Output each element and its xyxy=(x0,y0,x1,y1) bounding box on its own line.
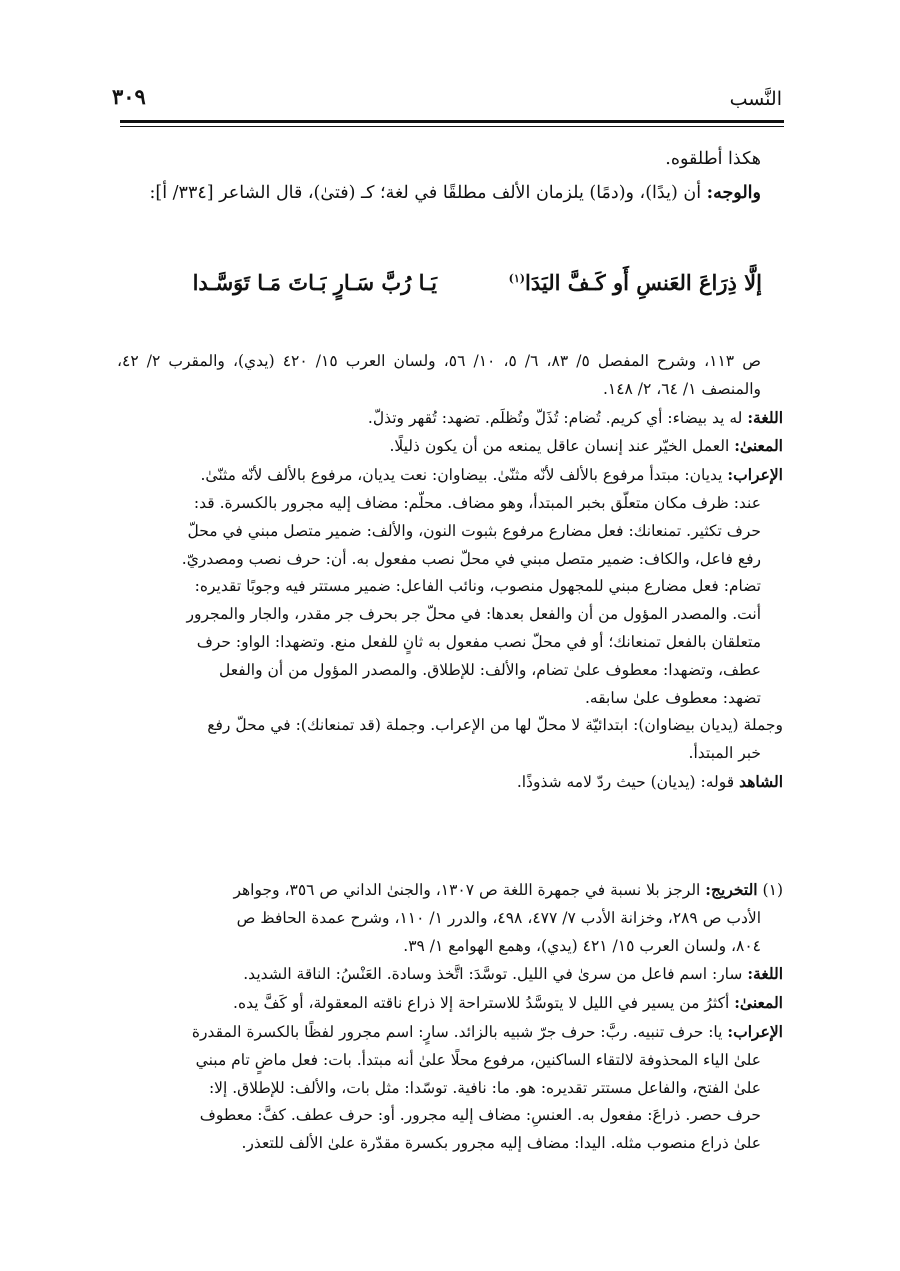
irab-line-9: تضهد: معطوف علىٰ سابقه. xyxy=(584,688,761,707)
takhrij-text-1: الرجز بلا نسبة في جمهرة اللغة ص ١٣٠٧، والجنىٰ الداني ص ٣٥٦، وجواهر xyxy=(233,881,701,899)
fn-mana-label: المعنىٰ: xyxy=(734,993,783,1013)
main-line-1: هكذا أطلقوه. xyxy=(665,149,761,169)
footnote-irab-line-5: علىٰ ذراع منصوب مثله. اليدا: مضاف إليه مجرور بكسرة مقدّرة علىٰ الألف للتعذر. xyxy=(241,1134,761,1153)
page-number: ٣٠٩ xyxy=(112,84,146,109)
lugha-text: له يد بيضاء: أي كريم. تُضام: تُذَلّ وتُظلَم. تضهد: تُقهر وتذلّ. xyxy=(367,408,743,427)
footnote-irab-line-4: حرف حصر. ذراعَ: مفعول به. العنسِ: مضاف إليه مجرور. أو: حرف عطف. كفَّ: معطوف xyxy=(199,1106,761,1125)
footnote-1 xyxy=(117,876,783,1158)
irab-line-3: حرف تكثير. تمنعانك: فعل مضارع مرفوع بثبوت النون، والألف: ضمير متصل مبني في محلّ xyxy=(187,521,761,540)
shahid-label: الشاهد xyxy=(739,771,783,791)
irab-label: الإعراب: xyxy=(727,465,783,485)
footnote-irab-line-2: علىٰ الياء المحذوفة لالتقاء الساكنين، مرفوع محلًا علىٰ أنه مبتدأ. بات: فعل ماضٍ تام مبني xyxy=(195,1050,761,1069)
verse-first-hemistich: يَـا رُبَّ سَـارٍ بَـاتَ مَـا تَوَسَّـدا xyxy=(192,270,437,295)
footnote-lugha-line xyxy=(117,960,783,989)
shahid-line xyxy=(117,768,783,797)
main-paragraph-2 xyxy=(117,176,783,210)
fn-mana-text: أكثرُ من يسير في الليل لا يتوسَّدُ للاستراحة إلا ذراع ناقته المعقولة، أو كَفَّ يده. xyxy=(233,994,730,1013)
irab-line-6: أنت. والمصدر المؤول من أن والفعل بعدها: في محلّ جر بحرف جر مقدر، والجار والمجرور xyxy=(186,605,761,624)
lugha-label: اللغة: xyxy=(747,407,783,427)
jumla-line-2: خبر المبتدأ. xyxy=(688,744,761,763)
fn-irab-label: الإعراب: xyxy=(727,1021,783,1041)
verse-second-text: إلَّا ذِرَاعَ العَنسِ أَو كَـفَّ اليَدَا xyxy=(525,270,762,295)
para2-text: أن (يدًا)، و(دمًا) يلزمان الألف مطلقًا في لغة؛ كـ (فتىٰ)، قال الشاعر [٣٣٤/ أ]: xyxy=(149,183,702,203)
notes-block-1 xyxy=(117,348,783,797)
mana-text: العمل الخيّر عند إنسان عاقل يمنعه من أن يكون ذليلًا. xyxy=(389,437,730,456)
irab-line-7: متعلقان بالفعل تمنعانك؛ أو في محلّ نصب مفعول به ثانٍ للفعل منع. وتضهدا: الواو: حرف xyxy=(196,632,761,651)
mana-label: المعنىٰ: xyxy=(734,436,783,456)
label-wajh: والوجه: xyxy=(706,183,761,203)
fn-lugha-label: اللغة: xyxy=(747,964,783,984)
footnote-mana-line xyxy=(117,989,783,1018)
refs-continued: ص ١١٣، وشرح المفصل ٥/ ٨٣، ٦/ ٥، ١٠/ ٥٦، ولسان العرب ١٥/ ٤٢٠ (يدي)، والمقرب ٢/ ٤٢، والمنصف ١/ ٦٤، ٢/ ١٤٨. xyxy=(117,352,761,398)
jumla-line-1: وجملة (يديان بيضاوان): ابتدائيّة لا محلّ لها من الإعراب. وجملة (قد تمنعانك): في محلّ رفع xyxy=(207,716,783,735)
footnote-irab-line-1 xyxy=(117,1018,783,1047)
lugha-line xyxy=(117,404,783,433)
irab-line-4: رفع فاعل، والكاف: ضمير متصل مبني في محلّ نصب مفعول به. أن: حرف نصب ومصدريّ. xyxy=(181,549,761,568)
main-text xyxy=(117,142,783,210)
shahid-text: قوله: (يديان) حيث ردّ لامه شذوذًا. xyxy=(516,772,735,791)
fn-lugha-text: سار: اسم فاعل من سرىٰ في الليل. توسَّدَ: اتَّخذ وسادة. العَنْسُ: الناقة الشديد. xyxy=(243,965,743,984)
header-rule-thick xyxy=(120,120,784,123)
takhrij-label: التخريج: xyxy=(705,880,758,899)
fn-irab-text-1: يا: حرف تنبيه. ربَّ: حرف جرّ شبيه بالزائد. سارٍ: اسم مجرور لفظًا بالكسرة المقدرة xyxy=(191,1022,723,1041)
footnote-takhrij-line-3: ٨٠٤، ولسان العرب ١٥/ ٤٢١ (يدي)، وهمع الهوامع ١/ ٣٩. xyxy=(403,936,761,955)
irab-first: يديان: مبتدأ مرفوع بالألف لأنّه مثنّىٰ. بيضاوان: نعت يديان، مرفوع بالألف لأنّه مثنّىٰ. xyxy=(200,466,723,485)
irab-line-5: تضام: فعل مضارع مبني للمجهول منصوب، ونائب الفاعل: ضمير مستتر فيه وجوبًا تقديره: xyxy=(194,577,761,596)
footnote-ref: (١) xyxy=(508,272,525,285)
header-rule-thin xyxy=(120,126,784,127)
mana-line xyxy=(117,432,783,461)
footnote-takhrij-line-2: الأدب ص ٢٨٩، وخزانة الأدب ٧/ ٤٧٧، ٤٩٨، والدرر ١/ ١١٠، وشرح عمدة الحافظ ص xyxy=(236,908,761,927)
footnote-takhrij-line-1 xyxy=(117,876,783,905)
running-title: النَّسب xyxy=(729,88,782,110)
verse-second-hemistich xyxy=(509,270,762,295)
footnote-irab-line-3: علىٰ الفتح، والفاعل مستتر تقديره: هو. ما: نافية. توسّدا: مثل بات، والألف: للإطلاق. إلا: xyxy=(208,1078,761,1097)
irab-line-2: عند: ظرف مكان متعلّق بخبر المبتدأ، وهو مضاف. محلّم: مضاف إليه مجرور بالكسرة. قد: xyxy=(193,493,761,512)
irab-line-1 xyxy=(117,461,783,490)
irab-line-8: عطف، وتضهدا: معطوف علىٰ تضام، والألف: للإطلاق. والمصدر المؤول من أن والفعل xyxy=(219,660,761,679)
footnote-number: (١) xyxy=(762,881,783,899)
